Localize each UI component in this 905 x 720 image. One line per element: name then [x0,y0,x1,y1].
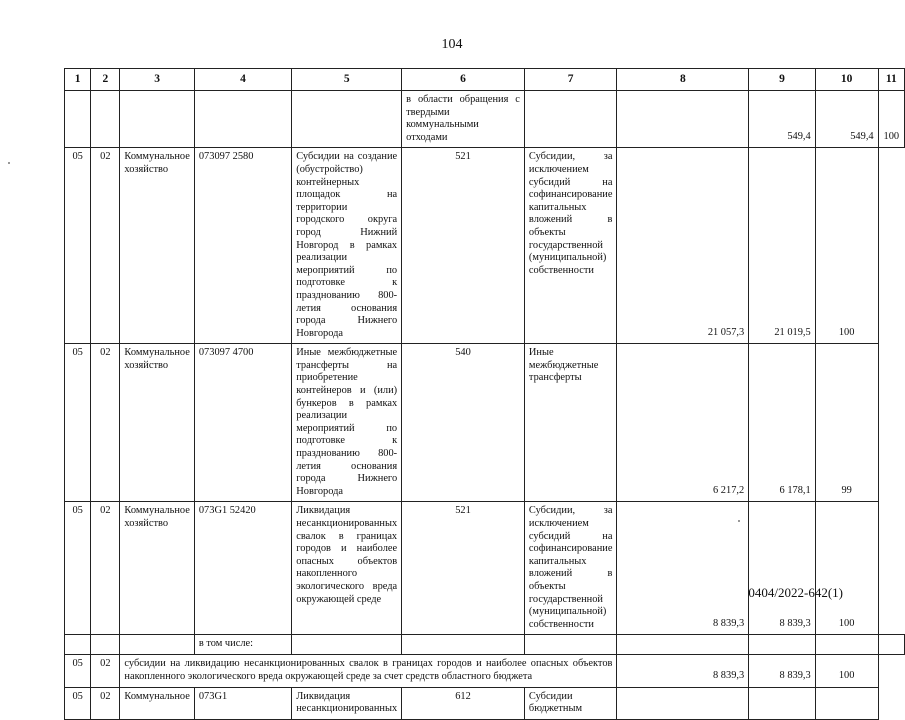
cell-empty [878,635,904,655]
cell-section: 05 [65,502,91,635]
budget-table [64,68,905,720]
table-row [65,91,905,148]
column-header: 7 [524,69,617,91]
cell-section-name: Коммунальное хозяйство [120,502,194,635]
cell-empty [815,635,878,655]
table-row [65,635,905,655]
cell-percent: 100 [878,91,904,148]
cell-planned: 549,4 [749,91,816,148]
cell-target-code: 073097 2580 [194,148,291,344]
cell-expense-name: Субсидии, за исключением субсидий на софинансирование капитальных вложений в объекты государственной (муниципальной) собственности [524,502,617,635]
cell-empty [194,91,291,148]
cell-section: 05 [65,148,91,344]
column-header: 8 [617,69,749,91]
cell-planned: 6 217,2 [617,344,749,502]
cell-empty [120,635,194,655]
cell-description: Субсидии на создание (обустройство) контейнерных площадок на территории городского округа город Нижний Новгород в рамках реализации мероприятий по подготовке к празднованию 800-летия основания города Нижнего Новгорода [292,148,402,344]
column-header: 11 [878,69,904,91]
column-header: 3 [120,69,194,91]
cell-empty [617,635,749,655]
cell-target-code: 073G1 [194,687,291,719]
cell-section-name: Коммунальное хозяйство [120,344,194,502]
cell-percent: 100 [815,502,878,635]
cell-empty [617,91,749,148]
cell-expense-code: 521 [402,148,525,344]
cell-target-code: 073G1 52420 [194,502,291,635]
cell-section-name: Коммунальное хозяйство [120,148,194,344]
scan-speck [738,520,740,522]
cell-empty [524,91,617,148]
cell-section: 05 [65,344,91,502]
cell-executed: 549,4 [815,91,878,148]
column-header: 1 [65,69,91,91]
cell-subsection: 02 [91,687,120,719]
column-header: 6 [402,69,525,91]
cell-target-code: 073097 4700 [194,344,291,502]
cell-executed: 8 839,3 [749,502,816,635]
cell-including-label: в том числе: [194,635,291,655]
cell-section: 05 [65,687,91,719]
cell-expense-code: 540 [402,344,525,502]
table-header-row [65,69,905,91]
cell-subsection: 02 [91,148,120,344]
cell-section-name: Коммунальное [120,687,194,719]
table-row [65,502,905,635]
cell-empty [120,91,194,148]
table-row [65,148,905,344]
document-code: 0404/2022-642(1) [748,585,843,600]
cell-empty [402,635,525,655]
cell-percent: 100 [815,148,878,344]
cell-expense-code: 612 [402,687,525,719]
cell-description: Ликвидация несанкционированных [292,687,402,719]
cell-percent: 99 [815,344,878,502]
column-header: 10 [815,69,878,91]
cell-subsection: 02 [91,502,120,635]
cell-planned: 8 839,3 [617,502,749,635]
cell-description: Ликвидация несанкционированных свалок в границах городов и наиболее опасных объектов накопленного экологического вреда окружающей среде [292,502,402,635]
cell-empty [91,91,120,148]
cell-empty [292,635,402,655]
cell-empty [65,635,91,655]
table-row [65,344,905,502]
cell-empty [524,635,617,655]
cell-section: 05 [65,655,91,687]
page-number: 104 [441,37,463,52]
column-header: 9 [749,69,816,91]
cell-description: в области обращения с твердыми коммунальными отходами [402,91,525,148]
cell-subsection: 02 [91,655,120,687]
cell-empty [749,687,816,719]
cell-executed: 6 178,1 [749,344,816,502]
cell-empty [749,635,816,655]
cell-empty [292,91,402,148]
cell-expense-name: Субсидии, за исключением субсидий на софинансирование капитальных вложений в объекты государственной (муниципальной) собственности [524,148,617,344]
cell-percent: 100 [815,655,878,687]
cell-executed: 8 839,3 [749,655,816,687]
cell-planned: 21 057,3 [617,148,749,344]
table-row [65,687,905,719]
column-header: 5 [292,69,402,91]
column-header: 4 [194,69,291,91]
column-header: 2 [91,69,120,91]
cell-subsection: 02 [91,344,120,502]
cell-executed: 21 019,5 [749,148,816,344]
cell-expense-name: Субсидии бюджетным [524,687,617,719]
cell-empty [617,687,749,719]
cell-description: Иные межбюджетные трансферты на приобретение контейнеров и (или) бункеров в рамках реализации мероприятий по подготовке к празднованию 800-летия основания города Нижнего Новгорода [292,344,402,502]
cell-subsidy-description: субсидии на ликвидацию несанкционированных свалок в границах городов и наиболее опасных объектов накопленного экологического вреда окружающей среде за счет средств областного бюджета [120,655,617,687]
cell-planned: 8 839,3 [617,655,749,687]
cell-expense-code: 521 [402,502,525,635]
table-row [65,655,905,687]
cell-empty [65,91,91,148]
cell-empty [91,635,120,655]
scan-speck [8,162,10,164]
cell-empty [815,687,878,719]
cell-expense-name: Иные межбюджетные трансферты [524,344,617,502]
